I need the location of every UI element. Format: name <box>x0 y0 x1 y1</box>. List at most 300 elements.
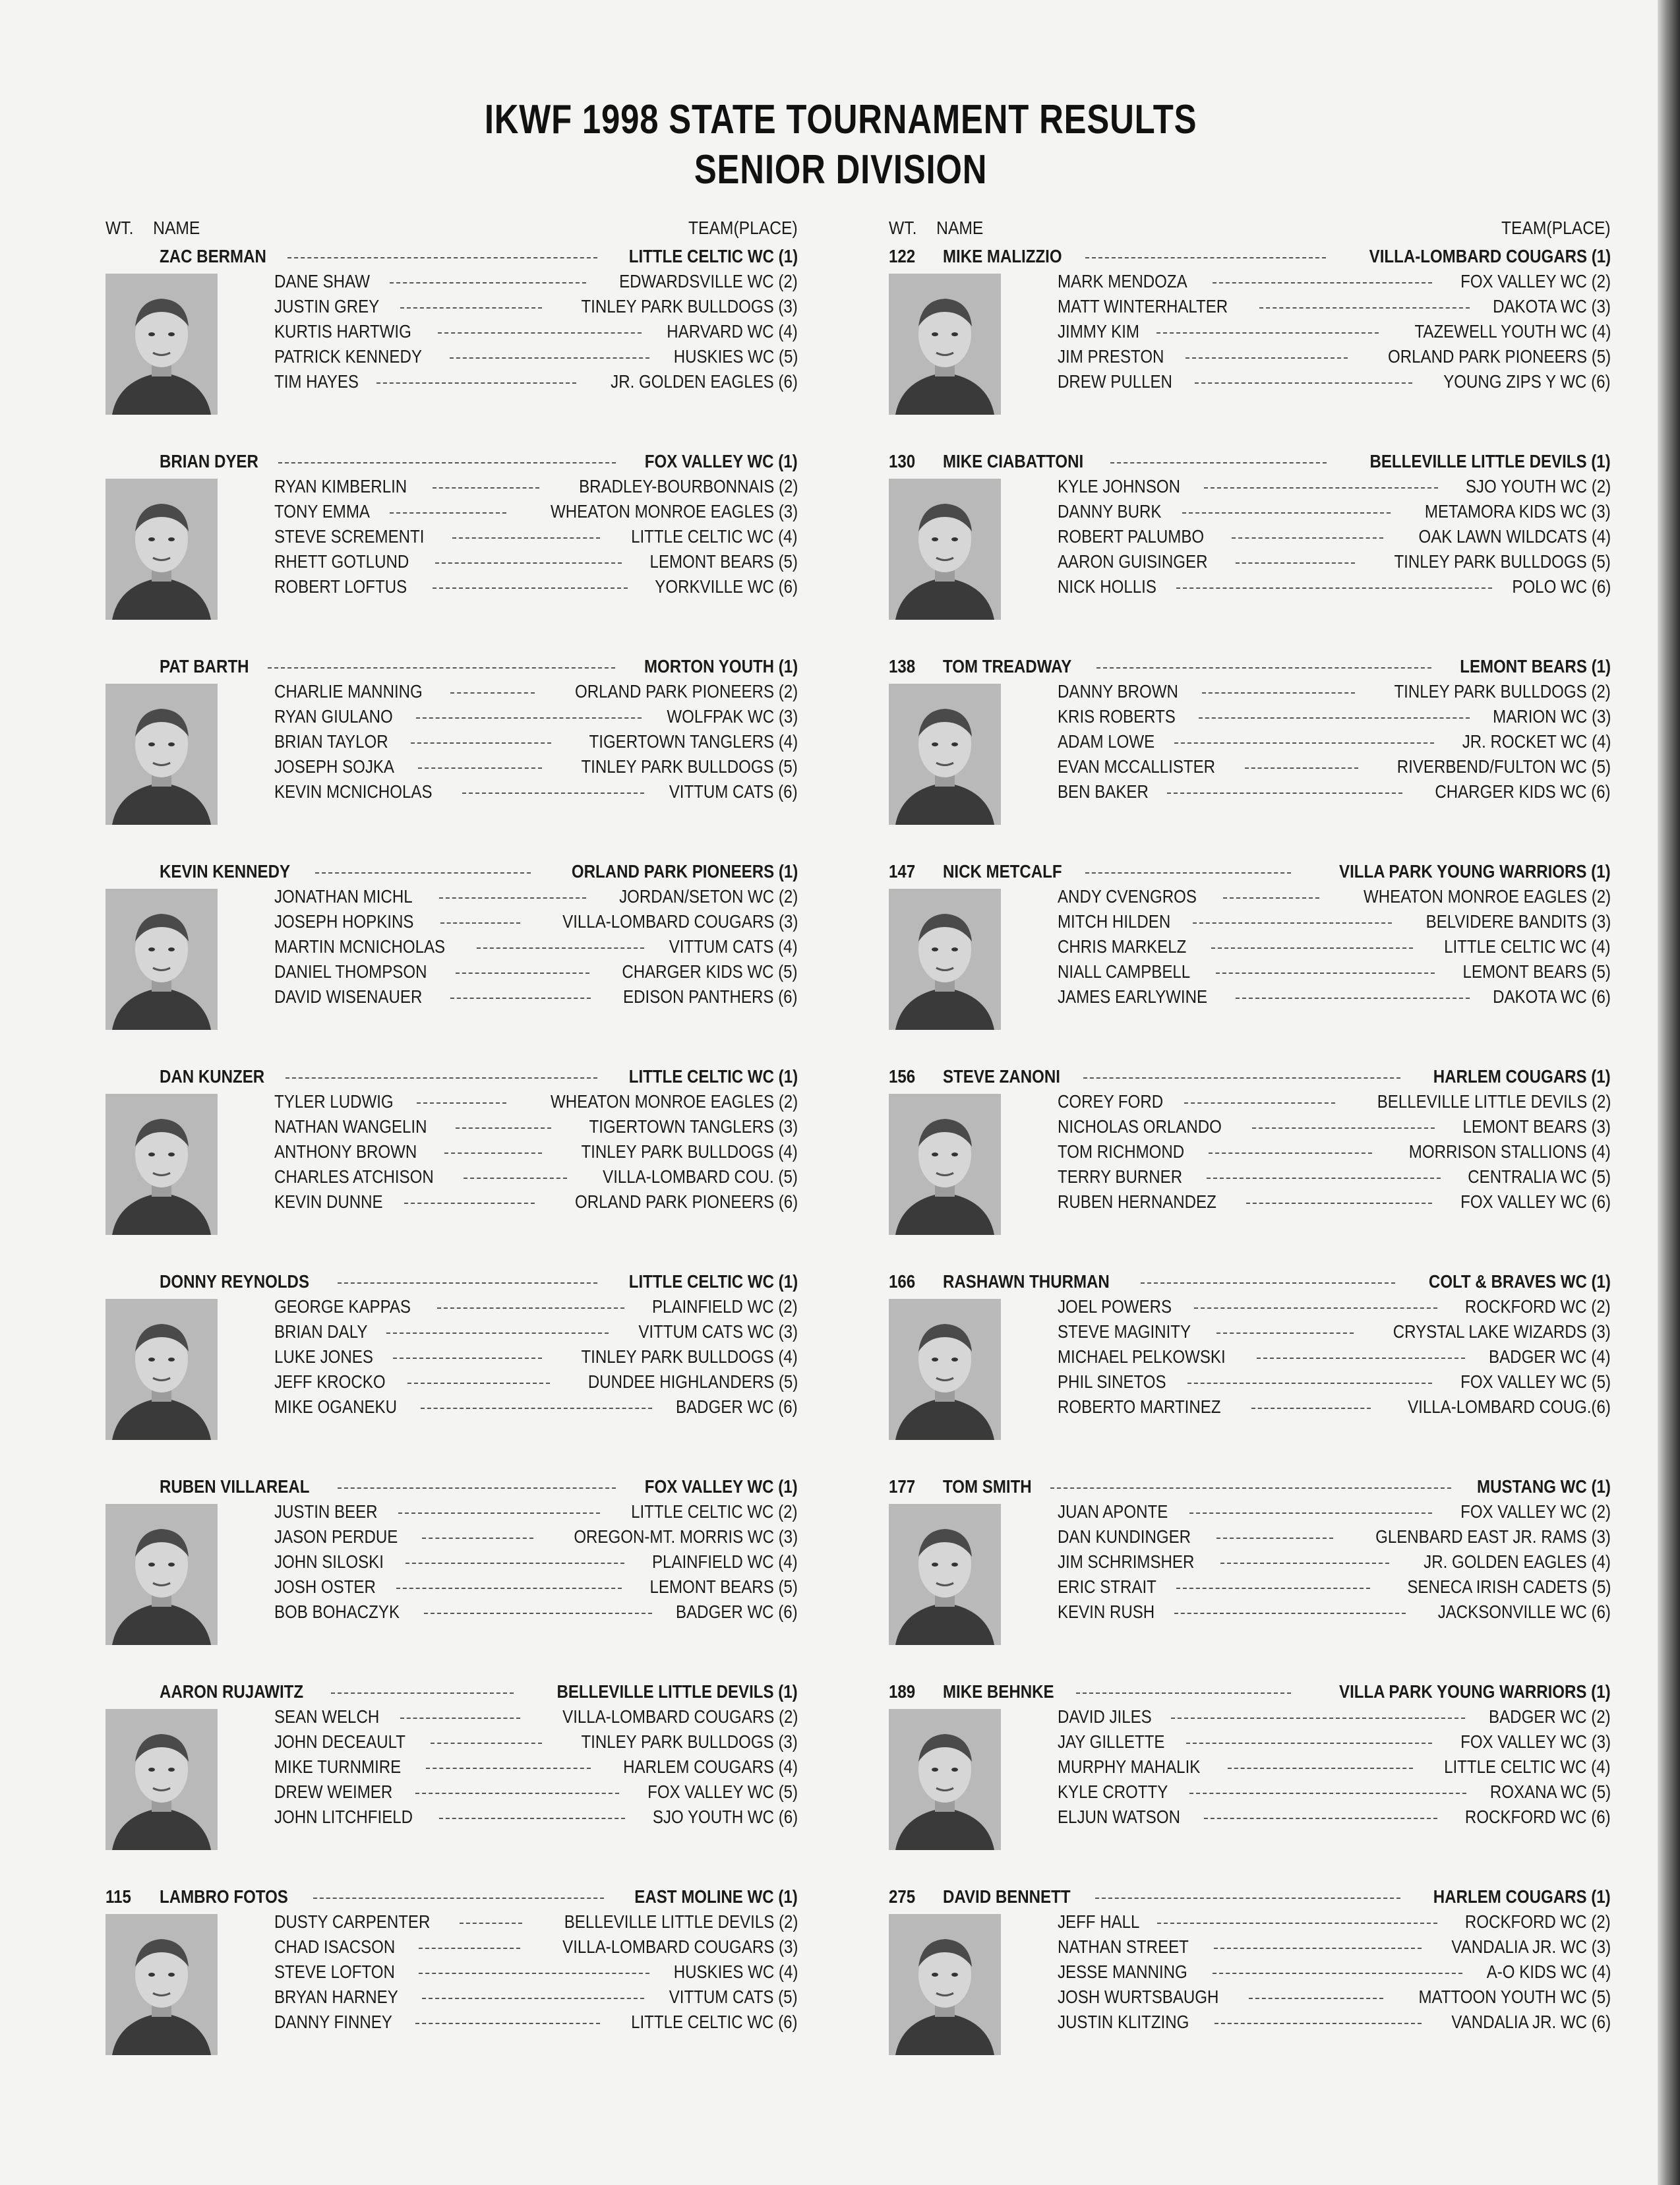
placer-row <box>1058 294 1611 319</box>
champion-team: LITTLE CELTIC WC (1) <box>628 1271 798 1292</box>
leader-dots <box>1156 332 1378 334</box>
placer-row <box>274 1600 798 1625</box>
wrestler-photo <box>105 1914 218 2055</box>
placer-name: AARON GUISINGER <box>1058 551 1208 572</box>
placer-team: TINLEY PARK BULLDOGS (4) <box>581 1141 798 1162</box>
leader-dots <box>1171 1718 1465 1719</box>
placer-row <box>1058 1985 1611 2010</box>
placer-team: TINLEY PARK BULLDOGS (2) <box>1394 681 1611 702</box>
champion-row <box>105 654 798 679</box>
champion-row <box>889 654 1611 679</box>
placer-team: DUNDEE HIGHLANDERS (5) <box>587 1371 798 1392</box>
placer-name: DAVID JILES <box>1058 1706 1152 1727</box>
leader-dots <box>1184 1102 1335 1104</box>
placer-team: YOUNG ZIPS Y WC (6) <box>1443 371 1611 392</box>
leader-dots <box>1189 1793 1466 1794</box>
weight-class: 130 <box>889 451 916 471</box>
placer-name: STEVE SCREMENTI <box>274 526 425 547</box>
weight-class-entry <box>889 1679 1611 1884</box>
leader-dots <box>439 897 586 899</box>
leader-dots <box>1209 1152 1372 1154</box>
leader-dots <box>422 1538 533 1539</box>
weight-class-entry <box>889 1064 1611 1269</box>
placer-row <box>1058 1369 1611 1394</box>
placer-row <box>1058 1960 1611 1985</box>
placer-team: BRADLEY-BOURBONNAIS (2) <box>578 476 798 496</box>
placer-row <box>274 1754 798 1780</box>
placer-row <box>1058 909 1611 934</box>
placer-team: METAMORA KIDS WC (3) <box>1425 501 1611 522</box>
champion-name: DAN KUNZER <box>160 1066 265 1087</box>
page-binding-edge <box>1658 0 1680 2185</box>
champion-team: MORTON YOUTH (1) <box>644 656 798 676</box>
placer-team: LEMONT BEARS (5) <box>1462 961 1611 982</box>
placer-row <box>274 704 798 729</box>
leader-dots <box>398 1512 600 1514</box>
placer-row <box>274 1704 798 1729</box>
placer-name: JIM PRESTON <box>1058 346 1164 367</box>
placer-name: BRYAN HARNEY <box>274 1987 398 2007</box>
placer-name: ERIC STRAIT <box>1058 1576 1156 1597</box>
leader-dots <box>1095 1898 1400 1899</box>
champion-name: PAT BARTH <box>160 656 249 676</box>
leader-dots <box>400 307 542 309</box>
champion-name: LAMBRO FOTOS <box>160 1886 288 1907</box>
placer-row <box>274 934 798 959</box>
placer-row <box>1058 474 1611 499</box>
leader-dots <box>460 1923 522 1924</box>
placer-team: ROCKFORD WC (6) <box>1465 1807 1611 1827</box>
placer-name: MIKE TURNMIRE <box>274 1756 402 1777</box>
placer-team: SJO YOUTH WC (2) <box>1465 476 1611 496</box>
leader-dots <box>417 1102 506 1104</box>
leader-dots <box>450 692 535 694</box>
placer-name: KYLE JOHNSON <box>1058 476 1181 496</box>
leader-dots <box>435 562 622 564</box>
placer-row <box>274 1524 798 1549</box>
placer-team: LITTLE CELTIC WC (4) <box>1444 936 1611 957</box>
placer-row <box>274 524 798 549</box>
leader-dots <box>433 587 628 589</box>
weight-class-entry <box>889 244 1611 449</box>
weight-class-entry <box>889 654 1611 859</box>
placer-row <box>1058 1934 1611 1960</box>
placer-name: MITCH HILDEN <box>1058 911 1171 932</box>
leader-dots <box>1096 667 1431 669</box>
leader-dots <box>1189 1512 1431 1514</box>
placer-team: LEMONT BEARS (5) <box>649 551 798 572</box>
weight-header: WT. <box>105 218 134 238</box>
leader-dots <box>404 1203 535 1204</box>
placer-name: RYAN KIMBERLIN <box>274 476 407 496</box>
leader-dots <box>331 1692 514 1694</box>
placer-team: WHEATON MONROE EAGLES (2) <box>1363 886 1611 907</box>
champion-row <box>105 1064 798 1089</box>
placer-row <box>1058 574 1611 599</box>
placer-row <box>274 1164 798 1189</box>
champion-row <box>105 1269 798 1294</box>
leader-dots <box>464 1178 567 1179</box>
leader-dots <box>393 1358 542 1359</box>
placer-name: ROBERT PALUMBO <box>1058 526 1205 547</box>
placer-name: MURPHY MAHALIK <box>1058 1756 1201 1777</box>
champion-name: MIKE BEHNKE <box>943 1681 1054 1702</box>
placer-team: VILLA-LOMBARD COUG.(6) <box>1408 1396 1611 1417</box>
placer-team: MATTOON YOUTH WC (5) <box>1418 1987 1611 2007</box>
champion-team: FOX VALLEY WC (1) <box>645 1476 798 1497</box>
placer-team: FOX VALLEY WC (2) <box>1460 271 1611 291</box>
leader-dots <box>285 1077 597 1079</box>
leader-dots <box>456 973 589 974</box>
placer-name: CHAD ISACSON <box>274 1936 396 1957</box>
leader-dots <box>400 1718 520 1719</box>
placer-row <box>1058 1394 1611 1420</box>
wrestler-photo <box>105 1094 218 1235</box>
placer-team: VILLA-LOMBARD COUGARS (3) <box>562 1936 798 1957</box>
leader-dots <box>424 1613 652 1614</box>
placer-name: JUAN APONTE <box>1058 1501 1168 1522</box>
placer-name: TONY EMMA <box>274 501 370 522</box>
placer-team: RIVERBEND/FULTON WC (5) <box>1396 756 1611 777</box>
placer-row <box>274 574 798 599</box>
champion-team: HARLEM COUGARS (1) <box>1433 1066 1611 1087</box>
weight-class-entry <box>105 449 798 654</box>
placer-row <box>1058 1754 1611 1780</box>
champion-team: LITTLE CELTIC WC (1) <box>628 1066 798 1087</box>
wrestler-photo <box>105 1709 218 1850</box>
placer-name: MICHAEL PELKOWSKI <box>1058 1346 1226 1367</box>
placer-team: WOLFPAK WC (3) <box>667 706 798 727</box>
champion-team: ORLAND PARK PIONEERS (1) <box>571 861 798 882</box>
placer-name: MARTIN MCNICHOLAS <box>274 936 446 957</box>
champion-row <box>105 244 798 269</box>
leader-dots <box>422 1998 644 1999</box>
leader-dots <box>419 1973 649 1974</box>
champion-team: BELLEVILLE LITTLE DEVILS (1) <box>556 1681 798 1702</box>
wrestler-photo <box>889 479 1001 620</box>
leader-dots <box>1182 512 1391 514</box>
placer-row <box>274 1805 798 1830</box>
placer-row <box>274 779 798 804</box>
leader-dots <box>1252 1127 1435 1129</box>
placer-row <box>274 1574 798 1600</box>
champion-name: DAVID BENNETT <box>943 1886 1071 1907</box>
leader-dots <box>1223 897 1319 899</box>
placer-name: NATHAN STREET <box>1058 1936 1189 1957</box>
placer-row <box>1058 369 1611 394</box>
placer-name: JUSTIN GREY <box>274 296 380 316</box>
placer-name: BEN BAKER <box>1058 781 1149 802</box>
placer-row <box>1058 1089 1611 1114</box>
placer-name: KRIS ROBERTS <box>1058 706 1176 727</box>
leader-dots <box>1207 1178 1441 1179</box>
weight-class-entry <box>105 1269 798 1474</box>
placer-team: PLAINFIELD WC (2) <box>652 1296 798 1317</box>
placer-name: GEORGE KAPPAS <box>274 1296 411 1317</box>
placer-name: KEVIN RUSH <box>1058 1601 1155 1622</box>
placer-row <box>274 1319 798 1344</box>
placer-row <box>1058 1574 1611 1600</box>
leader-dots <box>1176 587 1491 589</box>
leader-dots <box>1204 487 1438 489</box>
placer-name: JUSTIN KLITZING <box>1058 2012 1189 2032</box>
placer-row <box>274 1344 798 1369</box>
leader-dots <box>415 2023 601 2024</box>
placer-team: BADGER WC (4) <box>1489 1346 1611 1367</box>
placer-row <box>1058 524 1611 549</box>
weight-class-entry <box>889 859 1611 1064</box>
champion-name: RUBEN VILLAREAL <box>160 1476 310 1497</box>
placer-row <box>274 959 798 984</box>
champion-row <box>889 859 1611 884</box>
wrestler-photo <box>889 1299 1001 1440</box>
placer-row <box>1058 344 1611 369</box>
champion-team: VILLA-LOMBARD COUGARS (1) <box>1369 246 1611 266</box>
placer-name: CHARLES ATCHISON <box>274 1166 434 1187</box>
placer-team: DAKOTA WC (6) <box>1493 986 1611 1007</box>
leader-dots <box>418 767 543 769</box>
team-place-header: TEAM(PLACE) <box>688 218 798 238</box>
placer-team: HUSKIES WC (5) <box>673 346 798 367</box>
placer-name: DANNY BURK <box>1058 501 1162 522</box>
placer-name: JOSH WURTSBAUGH <box>1058 1987 1219 2007</box>
placer-row <box>1058 704 1611 729</box>
placer-team: VANDALIA JR. WC (6) <box>1451 2012 1611 2032</box>
leader-dots <box>452 537 600 539</box>
placer-row <box>274 549 798 574</box>
right-column-header <box>889 218 1611 244</box>
placer-team: ORLAND PARK PIONEERS (2) <box>574 681 798 702</box>
champion-team: VILLA PARK YOUNG WARRIORS (1) <box>1339 1681 1611 1702</box>
leader-dots <box>1216 1538 1333 1539</box>
weight-class <box>105 1679 152 1704</box>
placer-row <box>1058 1704 1611 1729</box>
weight-class <box>105 1064 152 1089</box>
placer-row <box>1058 1805 1611 1830</box>
champion-row <box>105 1474 798 1499</box>
leader-dots <box>440 922 520 924</box>
leader-dots <box>1214 1948 1422 1949</box>
champion-team: MUSTANG WC (1) <box>1477 1476 1611 1497</box>
placer-team: ROCKFORD WC (2) <box>1465 1296 1611 1317</box>
placer-team: OREGON-MT. MORRIS WC (3) <box>574 1526 798 1547</box>
placer-row <box>274 1139 798 1164</box>
weight-class-entry <box>889 1269 1611 1474</box>
leader-dots <box>1199 717 1470 719</box>
leader-dots <box>376 382 576 384</box>
placer-name: DAN KUNDINGER <box>1058 1526 1191 1547</box>
placer-team: HARVARD WC (4) <box>667 321 798 342</box>
wrestler-photo <box>889 684 1001 825</box>
placer-team: LITTLE CELTIC WC (4) <box>1444 1756 1611 1777</box>
leader-dots <box>419 1948 520 1949</box>
weight-class <box>105 449 152 474</box>
champion-name: STEVE ZANONI <box>943 1066 1060 1087</box>
champion-name: ZAC BERMAN <box>160 246 266 266</box>
placer-row <box>1058 549 1611 574</box>
placer-team: JR. GOLDEN EAGLES (4) <box>1424 1551 1611 1572</box>
placer-row <box>274 1499 798 1524</box>
placer-name: TIM HAYES <box>274 371 359 392</box>
placer-team: CRYSTAL LAKE WIZARDS (3) <box>1393 1321 1611 1342</box>
placer-team: LITTLE CELTIC WC (6) <box>631 2012 798 2032</box>
leader-dots <box>1236 998 1470 999</box>
placer-team: WHEATON MONROE EAGLES (2) <box>550 1091 798 1112</box>
placer-team: LITTLE CELTIC WC (4) <box>631 526 798 547</box>
placer-team: TINLEY PARK BULLDOGS (3) <box>581 296 798 316</box>
placer-name: TERRY BURNER <box>1058 1166 1183 1187</box>
placer-name: STEVE MAGINITY <box>1058 1321 1191 1342</box>
leader-dots <box>450 998 591 999</box>
placer-name: PATRICK KENNEDY <box>274 346 422 367</box>
placer-row <box>274 1909 798 1934</box>
leader-dots <box>1085 872 1291 874</box>
leader-dots <box>407 1383 550 1384</box>
weight-class-entry <box>105 1064 798 1269</box>
placer-team: PLAINFIELD WC (4) <box>652 1551 798 1572</box>
wrestler-photo <box>889 1709 1001 1850</box>
placer-row <box>274 294 798 319</box>
weight-class <box>105 859 152 884</box>
leader-dots <box>1193 922 1392 924</box>
champion-name: MIKE CIABATTONI <box>943 451 1084 471</box>
placer-row <box>1058 884 1611 909</box>
placer-team: LEMONT BEARS (5) <box>649 1576 798 1597</box>
placer-team: TIGERTOWN TANGLERS (4) <box>589 731 798 752</box>
placer-team: VITTUM CATS WC (3) <box>638 1321 798 1342</box>
placer-team: A-O KIDS WC (4) <box>1486 1961 1611 1982</box>
placer-name: CHARLIE MANNING <box>274 681 423 702</box>
champion-team: EAST MOLINE WC (1) <box>634 1886 798 1907</box>
placer-row <box>274 1985 798 2010</box>
leader-dots <box>1174 1613 1406 1614</box>
placer-row <box>1058 1524 1611 1549</box>
placer-row <box>274 1960 798 1985</box>
left-column-header <box>105 218 798 244</box>
champion-team: FOX VALLEY WC (1) <box>645 451 798 471</box>
leader-dots <box>1083 1077 1400 1079</box>
placer-row <box>274 499 798 524</box>
placer-name: NATHAN WANGELIN <box>274 1116 427 1137</box>
champion-name: KEVIN KENNEDY <box>160 861 291 882</box>
placer-team: ROCKFORD WC (2) <box>1465 1911 1611 1932</box>
placer-name: DANNY BROWN <box>1058 681 1178 702</box>
placer-name: RYAN GIULANO <box>274 706 393 727</box>
weight-class-entry <box>105 244 798 449</box>
placer-team: TAZEWELL YOUTH WC (4) <box>1414 321 1611 342</box>
placer-row <box>1058 1294 1611 1319</box>
placer-team: YORKVILLE WC (6) <box>655 576 798 597</box>
placer-row <box>1058 1114 1611 1139</box>
placer-team: EDISON PANTHERS (6) <box>623 986 798 1007</box>
weight-class: 147 <box>889 861 916 882</box>
placer-team: HUSKIES WC (4) <box>673 1961 798 1982</box>
leader-dots <box>1216 1332 1354 1334</box>
placer-row <box>1058 959 1611 984</box>
leader-dots <box>456 1127 551 1129</box>
wrestler-photo <box>105 1299 218 1440</box>
weight-class-entry <box>105 1474 798 1679</box>
champion-row <box>105 1884 798 1909</box>
leader-dots <box>1085 257 1326 258</box>
champion-row <box>889 244 1611 269</box>
placer-row <box>274 754 798 779</box>
placer-row <box>1058 984 1611 1009</box>
placer-name: JEFF KROCKO <box>274 1371 386 1392</box>
placer-team: JACKSONVILLE WC (6) <box>1437 1601 1611 1622</box>
placer-name: JOSEPH SOJKA <box>274 756 394 777</box>
leader-dots <box>462 793 645 794</box>
placer-team: EDWARDSVILLE WC (2) <box>619 271 798 291</box>
placer-team: JORDAN/SETON WC (2) <box>618 886 798 907</box>
champion-row <box>889 1474 1611 1499</box>
weight-class: 189 <box>889 1681 916 1702</box>
placer-name: KEVIN DUNNE <box>274 1191 383 1212</box>
placer-team: TINLEY PARK BULLDOGS (5) <box>1394 551 1611 572</box>
wrestler-photo <box>105 1504 218 1645</box>
placer-name: DANE SHAW <box>274 271 370 291</box>
placer-name: RHETT GOTLUND <box>274 551 409 572</box>
placer-row <box>1058 1780 1611 1805</box>
placer-team: FOX VALLEY WC (5) <box>647 1781 798 1802</box>
leader-dots <box>1185 357 1348 359</box>
leader-dots <box>390 282 587 284</box>
placer-name: EVAN MCCALLISTER <box>1058 756 1216 777</box>
placer-team: CHARGER KIDS WC (6) <box>1435 781 1611 802</box>
placer-name: ELJUN WATSON <box>1058 1807 1180 1827</box>
placer-team: WHEATON MONROE EAGLES (3) <box>550 501 798 522</box>
wrestler-photo <box>105 684 218 825</box>
placer-name: JAMES EARLYWINE <box>1058 986 1208 1007</box>
placer-row <box>1058 269 1611 294</box>
placer-team: GLENBARD EAST JR. RAMS (3) <box>1375 1526 1611 1547</box>
placer-team: BADGER WC (6) <box>676 1601 798 1622</box>
placer-name: MIKE OGANEKU <box>274 1396 397 1417</box>
placer-team: BELVIDERE BANDITS (3) <box>1425 911 1611 932</box>
leader-dots <box>1249 1998 1383 1999</box>
champion-name: RASHAWN THURMAN <box>943 1271 1110 1292</box>
placer-row <box>274 269 798 294</box>
weight-class <box>105 244 152 269</box>
placer-name: DREW PULLEN <box>1058 371 1172 392</box>
placer-team: FOX VALLEY WC (5) <box>1460 1371 1611 1392</box>
placer-team: FOX VALLEY WC (2) <box>1460 1501 1611 1522</box>
champion-team: LEMONT BEARS (1) <box>1460 656 1611 676</box>
leader-dots <box>1251 1408 1371 1409</box>
team-place-header: TEAM(PLACE) <box>1501 218 1611 238</box>
weight-class <box>105 1269 152 1294</box>
champion-team: BELLEVILLE LITTLE DEVILS (1) <box>1369 451 1611 471</box>
leader-dots <box>338 1487 616 1489</box>
placer-name: TYLER LUDWIG <box>274 1091 394 1112</box>
placer-row <box>1058 1139 1611 1164</box>
leader-dots <box>1110 462 1327 464</box>
placer-name: CHRIS MARKELZ <box>1058 936 1187 957</box>
weight-class <box>105 654 152 679</box>
leader-dots <box>444 1152 543 1154</box>
placer-name: DREW WEIMER <box>274 1781 393 1802</box>
leader-dots <box>278 462 616 464</box>
leader-dots <box>1228 1768 1414 1769</box>
placer-name: KYLE CROTTY <box>1058 1781 1168 1802</box>
placer-name: JOHN SILOSKI <box>274 1551 384 1572</box>
leader-dots <box>386 1332 609 1334</box>
placer-row <box>1058 779 1611 804</box>
left-column <box>105 218 798 2089</box>
leader-dots <box>1176 1588 1369 1589</box>
page-title: IKWF 1998 STATE TOURNAMENT RESULTS <box>484 97 1197 142</box>
placer-row <box>1058 1729 1611 1754</box>
